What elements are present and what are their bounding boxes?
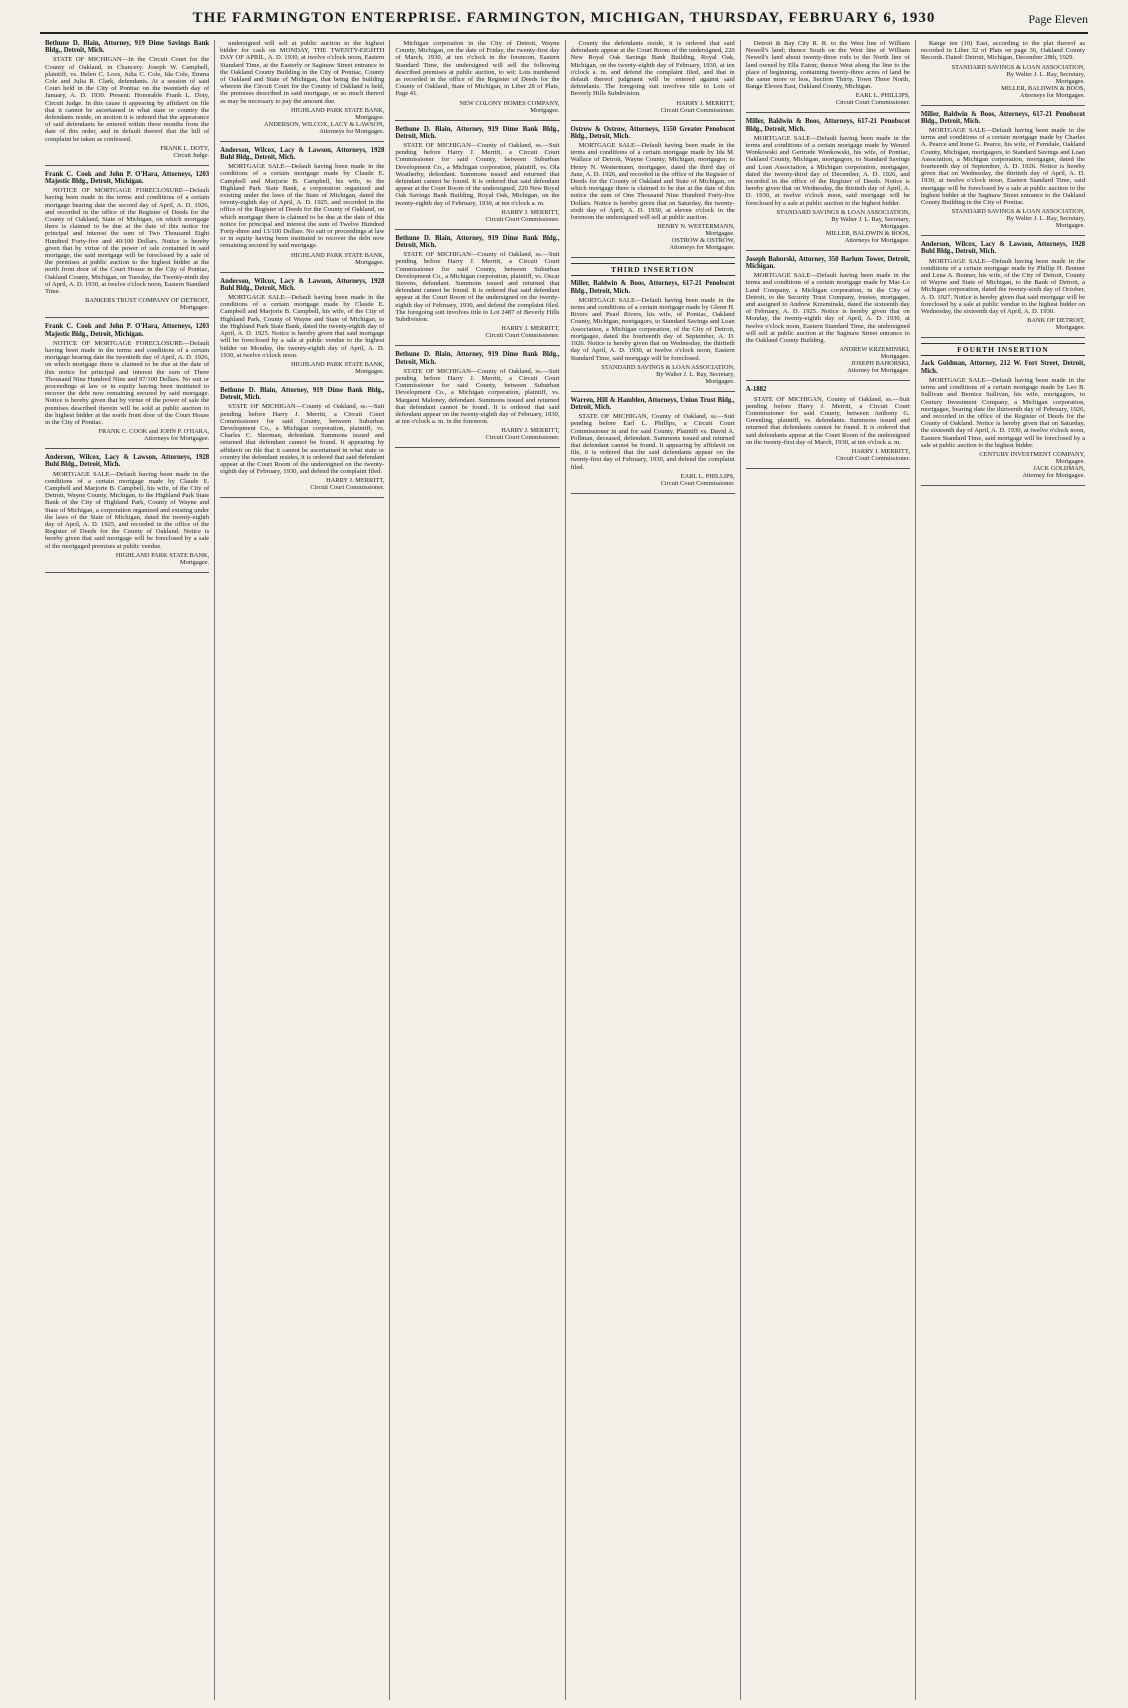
signature-line: ANDREW KRZEMINSKI, — [839, 346, 910, 354]
notice-divider — [571, 257, 735, 258]
notice-divider — [45, 165, 209, 166]
notice-signature — [220, 361, 384, 375]
signature-line: STANDARD SAVINGS & LOAN ASSOCIATION, — [951, 208, 1086, 216]
signature-line: Circuit Court Commissioner. — [835, 99, 910, 107]
notice-attorney-heading: Miller, Baldwin & Boos, Attorneys, 617-21 Penobscot Bldg., Detroit, Mich. — [920, 110, 1086, 125]
notice-divider — [45, 317, 209, 318]
notice-body-text: MORTGAGE SALE—Default having been made in the terms and conditions of a certain mortgage made by Leo B. Sullivan and Bernice Sullivan, his wife, mortgagors, to Century Investment Company, a Michigan corporation, mortgagee, bearing date the thirteenth day of February, 1926, and recorded in the office of the Register of Deeds for the County of Oakland. Notice is hereby given that on Saturday, the sixteenth day of April, A. D. 1930, at twelve o'clock noon, Eastern Standard Time, said mortgage will be foreclosed by a sale at public auction to the highest bidder. — [920, 376, 1086, 449]
notice-body-text: MORTGAGE SALE—Default having been made in the conditions of a certain mortgage made by Claude E. Campbell and Marjorie B. Campbell, his wife, of the City of Detroit, Wayne County, Michigan, to the Highland Park State Bank of the City of Highland Park, County of Wayne and State of Michigan, a corporation organized and existing under the laws of the State of Michigan, dated the twenty-eighth day of April, A. D. 1925, and recorded in the office of the Register of Deeds for the County of Oakland. Notice is hereby given that said mortgage will be foreclosed by a sale of the mortgaged premises at public vendue. — [45, 470, 210, 550]
notice-attorney-heading: Bethune D. Blain, Attorney, 919 Dime Savings Bank Bldg., Detroit, Mich. — [45, 40, 210, 55]
notice-signature — [395, 100, 559, 114]
signature-line: HARRY J. MERRITT, — [676, 99, 735, 107]
legal-notice — [921, 241, 1085, 338]
signature-line: HIGHLAND PARK STATE BANK, — [291, 106, 385, 114]
notice-divider — [45, 448, 209, 449]
notice-divider — [220, 381, 384, 382]
notice-signature — [220, 252, 384, 266]
column-2 — [215, 40, 390, 1700]
signature-line: Mortgagee. — [355, 367, 385, 375]
signature-line: STANDARD SAVINGS & LOAN ASSOCIATION, — [776, 208, 910, 216]
legal-notice — [571, 40, 735, 121]
notice-attorney-heading: Anderson, Wilcox, Lacy & Lawson, Attorneys, 1928 Buhl Bldg., Detroit, Mich. — [220, 146, 385, 162]
notice-divider — [395, 120, 559, 121]
signature-line: OSTROW & OSTROW, — [671, 237, 735, 245]
page-title: THE FARMINGTON ENTERPRISE. FARMINGTON, MICHIGAN, THURSDAY, FEBRUARY 6, 1930 — [192, 10, 936, 26]
notice-signature — [45, 297, 209, 311]
notice-body-text: STATE OF MICHIGAN—County of Oakland, ss.—Suit pending before Harry J. Merritt, a Circuit Court Commissioner for said County, between Suburban Development Co., a Michigan corporation, plaintiff, vs. Oscar Stevens, defendant. Summons issued and returned that defendant cannot be found. It is ordered that said defendant appear at the Court Room of the undersigned on the twenty-eighth day of February, 1930, and defend the complaint filed. The foregoing suit involves title to Lot 2487 of Beverly Hills Subdivision. — [395, 251, 560, 324]
legal-notice — [921, 360, 1085, 485]
legal-notice — [395, 40, 559, 121]
signature-line: JOSEPH BAHORSKI, — [851, 360, 910, 368]
notice-attorney-heading: Anderson, Wilcox, Lacy & Lawson, Attorneys, 1928 Buhl Bldg., Detroit, Mich. — [220, 277, 385, 292]
legal-notice — [746, 118, 910, 250]
notice-body-text: MORTGAGE SALE—Default having been made in the terms and conditions of a certain mortgage made by Charles A. Pearce and Irene G. Pearce, his wife, of Ferndale, Oakland County, Michigan, mortgagors, to Standard Savings and Loan Association, a Michigan corporation, mortgagee, dated the fourteenth day of September, A. D. 1926. Notice is hereby given that on Wednesday, the thirtieth day of April, A. D. 1930, at twelve o'clock noon, Eastern Standard Time, said mortgage will be foreclosed by a sale at public auction to the highest bidder at the Saginaw Street entrance to the Oakland County Building in the City of Pontiac. — [920, 127, 1086, 207]
notice-body-text: MORTGAGE SALE—Default having been made in the conditions of a certain mortgage made by Claude E. Campbell and Marjorie B. Campbell, his wife, of the City of Highland Park, County of Wayne and State of Michigan, to the Highland Park State Bank, dated the twenty-eighth day of April, A. D. 1925. Notice is hereby given that said mortgage will be foreclosed by a sale at public vendue to the highest bidder on Monday, the twenty-eighth day of April, A. D. 1930, at twelve o'clock noon. — [220, 294, 385, 359]
notice-attorney-heading: A-1882 — [745, 386, 767, 394]
notice-divider — [746, 112, 910, 113]
notice-attorney-heading: Anderson, Wilcox, Lacy & Lawson, Attorneys, 1928 Buhl Bldg., Detroit, Mich. — [45, 454, 210, 469]
notice-divider — [571, 493, 735, 494]
notice-signature — [921, 208, 1085, 229]
notice-body-text: STATE OF MICHIGAN, County of Oakland, ss.—Suit pending before Harry J. Merritt, a Circuit Court Commissioner for said County, between Anthony G. Greenling, plaintiff, vs. defendants. Summons issued and returned that defendants cannot be found. It is ordered that said defendants appear at the Court Room of the undersigned on the twenty-first day of March, 1930, at ten o'clock a. m. — [745, 395, 910, 446]
column-4 — [566, 40, 741, 1700]
notice-signature — [45, 552, 209, 566]
notice-signature — [220, 477, 384, 491]
notice-divider — [921, 337, 1085, 338]
insertion-heading: FOURTH INSERTION — [921, 343, 1085, 356]
notice-divider — [921, 235, 1085, 236]
legal-notice — [746, 40, 910, 113]
notice-divider — [220, 497, 384, 498]
signature-line: Attorneys for Mortgagee. — [844, 236, 910, 244]
notice-body-text: undersigned will sell at public auction to the highest bidder for cash on MONDAY, THE TWENTY-EIGHTH DAY OF APRIL, A. D. 1930, at twelve o'clock noon, Eastern Standard Time, at the Easterly or Saginaw Street entrance to the Oakland County Building in the City of Pontiac, County of Oakland and State of Michigan, that being the building wherein the Circuit Court for the County of Oakland is held, the premises described in said mortgage, or so much thereof as may be necessary to pay the amount due. — [220, 40, 385, 105]
notice-signature — [220, 107, 384, 135]
signature-line: Mortgagee. — [1055, 77, 1086, 85]
notice-divider — [746, 380, 910, 381]
signature-line: BANK OF DETROIT, — [1027, 317, 1086, 325]
notice-divider — [395, 229, 559, 230]
signature-line: Circuit Court Commissioner. — [660, 479, 735, 487]
notice-divider — [45, 572, 209, 573]
column-5 — [741, 40, 916, 1700]
signature-line: NEW COLONY HOMES COMPANY, — [459, 99, 560, 107]
signature-line: Attorneys for Mortgagee. — [144, 435, 210, 443]
notice-attorney-heading: Miller, Baldwin & Boos, Attorneys, 617-21 Penobscot Bldg., Detroit, Mich. — [745, 118, 910, 133]
page-number: Page Eleven — [1028, 12, 1088, 26]
signature-line: Mortgagee. — [1055, 457, 1086, 465]
notice-signature — [571, 473, 735, 487]
notice-body-text: STATE OF MICHIGAN—County of Oakland, ss.—Suit pending before Harry J. Merritt, a Circuit Court Commissioner for said County, between Suburban Development Co., a Michigan corporation, plaintiff, vs. Charles C. Sherman, defendant. Summons issued and returned that defendant cannot be found. It appearing by affidavit on file that it cannot be ascertained in what state or country the defendant resides, it is ordered that said defendant appear at the Court Room of the undersigned on the twenty-eighth day of February, 1930, and defend the complaint filed. — [220, 403, 385, 476]
legal-notice — [395, 351, 559, 448]
notice-divider — [746, 250, 910, 251]
notice-body-text: MORTGAGE SALE—Default having been made in the conditions of a certain mortgage made by Claude E. Campbell and Marjorie B. Campbell, his wife, to the Highland Park State Bank, a corporation organized and existing under the laws of the State of Michigan, dated the twenty-eighth day of April, A. D. 1925, and recorded in the office of the Register of Deeds for the County of Oakland, on which mortgage there is claimed to be due at the date of this notice for principal and interest the sum of Twelve Hundred Forty-three and 13/100 Dollars. No suit or proceedings at law or in equity having been instituted to recover the debt now remaining secured by said mortgage. — [220, 163, 385, 250]
notice-attorney-heading: Warren, Hill & Hamblen, Attorneys, Union Trust Bldg., Detroit, Mich. — [570, 396, 735, 411]
notice-divider — [220, 141, 384, 142]
notice-divider — [220, 272, 384, 273]
notice-body-text: MORTGAGE SALE—Default having been made in the terms and conditions of a certain mortgage made by Ida M. Wallace of Detroit, Wayne County, Michigan, mortgagor, to Henry N. Westermann, mortgagee, dated the third day of June, A. D. 1926, and recorded in the office of the Register of Deeds for the County of Oakland and State of Michigan, on which mortgage there is claimed to be due at the date of this notice the sum of One Thousand Nine Hundred Forty-five Dollars. Notice is hereby given that on Saturday, the twenty-sixth day of April, A. D. 1930, at eleven o'clock in the forenoon the undersigned will sell at public auction. — [570, 142, 735, 222]
signature-line: HARRY J. MERRITT, — [851, 447, 910, 455]
signature-line: STANDARD SAVINGS & LOAN ASSOCIATION, — [601, 363, 735, 371]
signature-line: Mortgagee. — [880, 222, 910, 230]
notice-body-text: Michigan corporation in the City of Detroit, Wayne County, Michigan, on the date of Friday, the twenty-first day of March, 1930, at ten o'clock in the forenoon, Eastern Standard Time, the undersigned will sell the following described premises at public auction, to wit: Lots numbered as recorded in the office of the Register of Deeds for the County of Oakland, State of Michigan, in Liber 28 of Plats, Page 41. — [395, 40, 560, 98]
notice-divider — [571, 391, 735, 392]
signature-line: By Walter J. L. Ray, Secretary, — [1006, 70, 1086, 78]
legal-notice — [746, 256, 910, 381]
notice-signature — [746, 209, 910, 244]
notice-attorney-heading: Bethune D. Blain, Attorney, 919 Dime Bank Bldg., Detroit, Mich. — [395, 234, 560, 250]
legal-notice — [921, 111, 1085, 237]
signature-line: Attorneys for Mortgagee. — [669, 244, 735, 252]
signature-line: HARRY J. MERRITT, — [501, 427, 560, 435]
legal-notice — [921, 40, 1085, 106]
signature-line: EARL L. PHILLIPS, — [855, 92, 910, 100]
signature-line: Circuit Court Commissioner. — [835, 454, 910, 462]
signature-line: EARL L. PHILLIPS, — [680, 472, 735, 480]
notice-signature — [571, 100, 735, 114]
signature-line: HIGHLAND PARK STATE BANK, — [291, 251, 385, 259]
notice-body-text: Detroit & Bay City R. R. to the West line of William Newell's land; thence South on the West line of William Newell's land about twenty-three rods to the North line of land owned by Ella Eaton; thence West along the line to the place of beginning, containing twenty-three acres of land be the same more or less, Section Thirty, Town Three North, Range Eleven East, Oakland County, Michigan. — [745, 40, 910, 91]
signature-line: Mortgagee. — [1055, 324, 1086, 332]
notice-attorney-heading: Bethune D. Blain, Attorney, 919 Dime Bank Bldg., Detroit, Mich. — [395, 351, 560, 366]
legal-notice — [45, 323, 209, 449]
signature-line: Mortgagee. — [705, 230, 735, 238]
signature-line: Circuit Court Commissioner. — [485, 215, 560, 223]
signature-line: Circuit Court Commissioner. — [485, 434, 560, 442]
notice-body-text: MORTGAGE SALE—Default having been made in the terms and conditions of a certain mortgage made by Wenzel Wonkowski and Gertrude Wonkowski, his wife, of Pontiac, Oakland County, Michigan, mortgagors, to Standard Savings and Loan Association, a Michigan corporation, mortgagee, dated the twenty-third day of December, A. D. 1926, and recorded in the office of the Register of Deeds. Notice is hereby given that on Wednesday, the thirtieth day of April, A. D. 1930, at twelve o'clock noon, said mortgage will be foreclosed by a sale at public auction to the highest bidder. — [745, 134, 910, 207]
signature-line: CENTURY INVESTMENT COMPANY, — [979, 450, 1086, 458]
notice-attorney-heading: Frank C. Cook and John P. O'Hara, Attorneys, 1203 Majestic Bldg., Detroit, Michigan. — [45, 170, 210, 186]
insertion-heading: THIRD INSERTION — [571, 263, 735, 276]
signature-line: Attorney for Mortgagee. — [847, 367, 910, 375]
notice-signature — [571, 223, 735, 251]
column-1 — [40, 40, 215, 1700]
notice-signature — [746, 448, 910, 462]
masthead — [40, 6, 1088, 34]
legal-notice — [571, 126, 735, 259]
signature-line: HARRY J. MERRITT, — [501, 208, 560, 216]
notice-signature — [921, 451, 1085, 479]
legal-notice — [571, 397, 735, 494]
notice-signature — [395, 325, 559, 339]
legal-notices-columns — [40, 40, 1090, 1700]
notice-signature — [395, 427, 559, 441]
signature-line: HARRY J. MERRITT, — [501, 325, 560, 333]
signature-line: HIGHLAND PARK STATE BANK, — [115, 551, 210, 559]
notice-body-text: STATE OF MICHIGAN—County of Oakland, ss.—Suit pending before Harry J. Merritt, a Circuit Court Commissioner for said County, between Suburban Development Co., a Michigan corporation, plaintiff, vs. Margaret Maloney, defendant. Summons issued and returned that defendant cannot be found. It is ordered that said defendant appear on the twenty-eighth day of February, 1930, at ten o'clock a. m. in the forenoon. — [395, 367, 560, 426]
signature-line: MILLER, BALDWIN & BOOS, — [825, 229, 910, 237]
notice-attorney-heading: Ostrow & Ostrow, Attorneys, 1550 Greater Penobscot Bldg., Detroit, Mich. — [570, 125, 735, 140]
notice-signature — [45, 145, 209, 159]
signature-line: By Walter J. L. Ray, Secretary, — [656, 370, 735, 378]
signature-line: Attorney for Mortgagee. — [1022, 471, 1086, 479]
signature-line: Attorneys for Mortgagee. — [1019, 91, 1086, 99]
signature-line: Mortgagee. — [530, 106, 560, 114]
legal-notice — [45, 40, 209, 166]
signature-line: Mortgagee. — [355, 113, 385, 121]
notice-signature — [45, 428, 209, 442]
signature-line: Attorneys for Mortgagee. — [319, 127, 385, 135]
notice-signature — [921, 64, 1085, 99]
notice-body-text: STATE OF MICHIGAN—In the Circuit Court for the County of Oakland, in Chancery. Joseph W. Campbell, plaintiff, vs. Helen C. Loos, Julia C. Cole, Ida Cole, Emma Cole and Julia R. Clark, defendants. At a session of said Court held in the City of Pontiac on the twentieth day of January, A. D. 1930. Present: Honorable Frank L. Doty, Circuit Judge. In this cause it appearing by affidavit on file that it cannot be ascertained in what state or country the defendants reside, on motion it is ordered that the appearance of said defendants be entered within three months from the date of this order, and in default thereof that the bill of complaint be taken as confessed. — [45, 56, 210, 143]
signature-line: FRANK L. DOTY, — [160, 144, 210, 152]
legal-notice — [45, 454, 209, 573]
signature-line: Circuit Judge. — [173, 151, 210, 159]
signature-line: FRANK C. COOK and JOHN P. O'HARA, — [98, 428, 210, 436]
notice-attorney-heading: Bethune D. Blain, Attorney, 919 Dime Bank Bldg., Detroit, Mich. — [220, 386, 385, 402]
legal-notice — [45, 171, 209, 318]
legal-notice — [220, 278, 384, 382]
column-3 — [390, 40, 565, 1700]
notice-signature — [921, 317, 1085, 331]
signature-line: Circuit Court Commissioner. — [485, 332, 560, 340]
legal-notice — [220, 147, 384, 273]
notice-body-text: NOTICE OF MORTGAGE FORECLOSURE—Default having been made in the terms and conditions of a certain mortgage bearing date the second day of April, A. D. 1926, and recorded in the office of the Register of Deeds for the County of Oakland, State of Michigan, on which mortgage there is claimed to be due at the date of this notice for principal and interest the sum of Two Thousand Eight Hundred Forty-five and 40/100 Dollars. Notice is hereby given that by virtue of the power of sale contained in said mortgage, the said mortgage will be foreclosed by a sale of the premises at public auction to the highest bidder at the north front door of the Court House in the City of Pontiac, Oakland County, Michigan, on Tuesday, the Twenty-ninth day of April, A. D. 1930, at twelve o'clock noon, Eastern Standard Time. — [45, 187, 210, 296]
signature-line: By Walter J. L. Ray, Secretary, — [1006, 215, 1086, 223]
signature-line: STANDARD SAVINGS & LOAN ASSOCIATION, — [951, 63, 1086, 71]
notice-attorney-heading: Jack Goldman, Attorney, 212 W. Fort Street, Detroit, Mich. — [920, 360, 1086, 375]
notice-attorney-heading: Miller, Baldwin & Boos, Attorneys, 617-21 Penobscot Bldg., Detroit, Mich. — [570, 280, 735, 295]
signature-line: Mortgagee. — [880, 353, 910, 361]
signature-line: Mortgagee. — [179, 558, 210, 566]
notice-body-text: County the defendants reside, it is ordered that said defendants appear at the Court Room of the undersigned, 220 New Royal Oak Savings Bank Building, Royal Oak, Michigan, on the twenty-eighth day of February, 1930, at ten o'clock a. m. and defend the complaint filed, and that in default thereof judgment will be entered against said defendants. The foregoing suit involves title to Lots of Beverly Hills Subdivision. — [570, 40, 735, 98]
notice-signature — [571, 364, 735, 385]
notice-attorney-heading: Anderson, Wilcox, Lacy & Lawson, Attorneys, 1928 Buhl Bldg., Detroit, Mich. — [920, 241, 1086, 256]
signature-line: Mortgagee. — [355, 258, 385, 266]
notice-signature — [746, 346, 910, 374]
signature-line: Mortgagee. — [179, 304, 210, 312]
notice-divider — [395, 447, 559, 448]
notice-signature — [746, 92, 910, 106]
signature-line: MILLER, BALDWIN & BOOS, — [1001, 84, 1086, 92]
notice-attorney-heading: Frank C. Cook and John P. O'Hara, Attorneys, 1203 Majestic Bldg., Detroit, Michigan. — [45, 323, 210, 338]
legal-notice — [571, 280, 735, 391]
signature-line: Mortgagee. — [1055, 222, 1086, 230]
signature-line: JACK GOLDMAN, — [1033, 464, 1086, 472]
notice-divider — [395, 345, 559, 346]
signature-line: Circuit Court Commissioner. — [310, 484, 385, 492]
notice-signature — [395, 209, 559, 223]
notice-divider — [921, 485, 1085, 486]
notice-attorney-heading: Joseph Bahorski, Attorney, 350 Barlum Tower, Detroit, Michigan. — [745, 255, 910, 271]
legal-notice — [746, 386, 910, 469]
signature-line: By Walter J. L. Ray, Secretary, — [831, 215, 910, 223]
legal-notice — [395, 235, 559, 346]
notice-attorney-heading: Bethune D. Blain, Attorney, 919 Dime Bank Bldg., Detroit, Mich. — [395, 125, 560, 140]
notice-body-text: Range ten (10) East, according to the plat thereof as recorded in Liber 32 of Plats on page 36, Oakland County Records. Dated: Detroit, Michigan, December 28th, 1929. — [920, 40, 1086, 62]
notice-divider — [571, 120, 735, 121]
notice-body-text: NOTICE OF MORTGAGE FORECLOSURE—Default having been made in the terms and conditions of a certain mortgage bearing date the twentieth day of April, A. D. 1926, on which mortgage there is claimed to be due at the date of this notice for principal and interest the sum of Three Thousand Nine Hundred Nine and 97/100 Dollars. No suit or proceedings at law or in equity having been instituted to recover the debt now remaining secured by said mortgage. Notice is hereby given that by virtue of the power of sale the premises described therein will be sold at public auction to the highest bidder at the north front door of the Court House in the City of Pontiac. — [45, 339, 210, 426]
notice-body-text: STATE OF MICHIGAN, County of Oakland, ss.—Suit pending before Earl L. Phillips, a Circuit Court Commissioner in and for said County. Plaintiff vs. David A. Pollman, deceased, defendant. Summons issued and returned that defendant cannot be found. It appearing by affidavit on file, it is ordered that the said defendants appear on the twenty-first day of February, 1930, and defend the complaint filed. — [570, 413, 735, 471]
notice-body-text: MORTGAGE SALE—Default having been made in the terms and conditions of a certain mortgage made by Glenn H. Rivers and Pearl Rivers, his wife, of Pontiac, Oakland County, Michigan, mortgagors, to Standard Savings and Loan Association, a Michigan corporation, of the City of Detroit, mortgagee, dated the fourteenth day of September, A. D. 1926. Notice is hereby given that on Wednesday, the thirtieth day of April, A. D. 1930, at twelve o'clock noon, Eastern Standard Time, said mortgage will be foreclosed. — [570, 296, 735, 362]
signature-line: Mortgagee. — [705, 377, 735, 385]
notice-body-text: STATE OF MICHIGAN—County of Oakland, ss.—Suit pending before Harry J. Merritt, a Circuit Court Commissioner for said County, between Suburban Development Co., a Michigan corporation, plaintiff, vs. Ola Weatherby, defendant. Summons issued and returned that defendant cannot be found. It is ordered that said defendant appear at the Court Room of the undersigned, 220 New Royal Oak Savings Bank Building, Royal Oak, Michigan, on the twenty-eighth day of February, 1930, at ten o'clock a. m. — [395, 142, 560, 207]
legal-notice — [395, 126, 559, 230]
notice-divider — [746, 468, 910, 469]
signature-line: HIGHLAND PARK STATE BANK, — [291, 360, 385, 368]
legal-notice — [220, 40, 384, 142]
signature-line: Circuit Court Commissioner. — [660, 106, 735, 114]
legal-notice — [220, 387, 384, 498]
signature-line: BANKERS TRUST COMPANY OF DETROIT, — [85, 297, 210, 305]
signature-line: HENRY N. WESTERMANN, — [657, 223, 735, 231]
signature-line: ANDERSON, WILCOX, LACY & LAWSON, — [263, 120, 385, 128]
signature-line: HARRY J. MERRITT, — [326, 477, 385, 485]
notice-body-text: MORTGAGE SALE—Default having been made in the terms and conditions of a certain mortgage made by Mac-Lo Land Company, a Michigan corporation, in the City of Detroit, to the Security Trust Company, trustee, mortgagee, and assigned to Andrew Krzeminski, dated the sixteenth day of February, A. D. 1925. Notice is hereby given that on Monday, the twenty-eighth day of April, A. D. 1930, at twelve o'clock noon, Eastern Standard Time, the undersigned will sell at public auction at the Saginaw Street entrance to the Oakland County Building. — [745, 272, 910, 345]
column-6 — [916, 40, 1090, 1700]
notice-body-text: MORTGAGE SALE—Default having been made in the conditions of a certain mortgage made by Phillip H. Bonner and Lena A. Bonner, his wife, of the City of Detroit, County of Wayne and State of Michigan, to the Bank of Detroit, a Michigan corporation, dated the twenty-sixth day of October, A. D. 1927. Notice is hereby given that said mortgage will be foreclosed by a sale at public vendue to the highest bidder on Wednesday, the sixteenth day of April, A. D. 1930. — [920, 257, 1086, 316]
notice-divider — [921, 105, 1085, 106]
